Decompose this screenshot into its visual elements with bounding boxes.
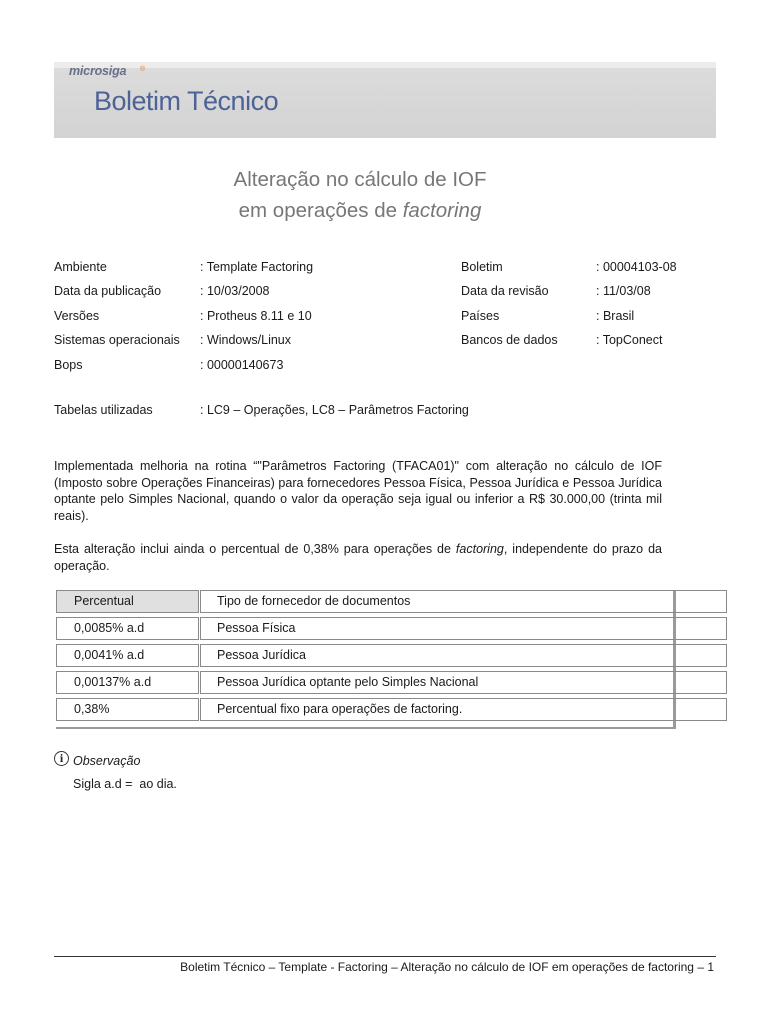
table-cell-tipo: Pessoa Física [200, 617, 727, 640]
banner-top-strip [54, 62, 716, 68]
brand-registered-mark: ® [140, 66, 146, 73]
meta-value-boletim: : 00004103-08 [596, 260, 677, 274]
meta-label-sistemas: Sistemas operacionais [54, 333, 180, 347]
table-cell-tipo: Percentual fixo para operações de factoring. [200, 698, 727, 721]
meta-value-bops: : 00000140673 [200, 358, 284, 372]
meta-label-bancos: Bancos de dados [461, 333, 558, 347]
page-footer: Boletim Técnico – Template - Factoring – Alteração no cálculo de IOF em operações de factoring – 1 [180, 960, 714, 974]
meta-label-versoes: Versões [54, 309, 100, 323]
meta-value-versoes: : Protheus 8.11 e 10 [200, 309, 312, 323]
meta-value-tabelas: : LC9 – Operações, LC8 – Parâmetros Factoring [200, 403, 469, 417]
note-text: Sigla a.d = ao dia. [73, 777, 177, 791]
table-row [54, 615, 675, 642]
table-cell-tipo: Pessoa Jurídica [200, 644, 727, 667]
meta-value-publicacao: : 10/03/2008 [200, 284, 270, 298]
body-paragraph-2-text: Esta alteração inclui ainda o percentual de 0,38% para operações de [54, 542, 456, 556]
body-paragraph-2 [54, 541, 662, 574]
doc-title-line2 [140, 199, 580, 223]
meta-label-ambiente: Ambiente [54, 260, 107, 274]
meta-label-bops: Bops [54, 358, 83, 372]
header-banner [54, 62, 716, 138]
table-shadow-bottom [56, 727, 676, 729]
rates-table [54, 588, 675, 723]
table-cell-percentual: 0,0041% a.d [56, 644, 199, 667]
info-icon: i [54, 751, 69, 766]
doc-title-line1: Alteração no cálculo de IOF [233, 168, 487, 191]
doc-title-line2-italic: factoring [402, 199, 482, 222]
table-header-row [54, 588, 675, 615]
body-paragraph-2-suffix: , independente do prazo da operação. [54, 542, 662, 573]
meta-value-bancos: : TopConect [596, 333, 663, 347]
meta-label-publicacao: Data da publicação [54, 284, 162, 298]
meta-value-revisao: : 11/03/08 [596, 284, 651, 298]
table-header-percentual: Percentual [56, 590, 199, 613]
table-cell-percentual: 0,00137% a.d [56, 671, 199, 694]
brand-logo: microsiga [69, 64, 127, 78]
meta-value-sistemas: : Windows/Linux [200, 333, 292, 347]
meta-value-paises: : Brasil [596, 309, 635, 323]
body-paragraph-1: Implementada melhoria na rotina “"Parâmetros Factoring (TFACA01)" com alteração no cálculo de IOF (Imposto sobre Operações Financeiras) para fornecedores Pessoa Física, Pessoa Jurídica e Pessoa Jurídica optante pelo Simples Nacional, quando o valor da operação seja igual ou inferior a R$ 30.000,00 (trinta mil reais). [54, 459, 662, 523]
table-cell-percentual: 0,0085% a.d [56, 617, 199, 640]
meta-value-ambiente: : Template Factoring [200, 260, 314, 274]
bulletin-title: Boletim Técnico [94, 86, 279, 116]
meta-label-tabelas: Tabelas utilizadas [54, 403, 153, 417]
table-row [54, 696, 675, 723]
footer-divider [54, 956, 716, 957]
body-paragraph-2-italic: factoring [455, 542, 504, 556]
table-row [54, 642, 675, 669]
table-cell-percentual: 0,38% [56, 698, 199, 721]
meta-label-boletim: Boletim [461, 260, 503, 274]
table-header-tipo: Tipo de fornecedor de documentos [200, 590, 727, 613]
meta-label-revisao: Data da revisão [461, 284, 549, 298]
table-cell-tipo: Pessoa Jurídica optante pelo Simples Nacional [200, 671, 727, 694]
meta-label-paises: Países [461, 309, 500, 323]
doc-title-line2-text: em operações de [238, 199, 403, 222]
note-label: Observação [73, 754, 141, 768]
table-row [54, 669, 675, 696]
